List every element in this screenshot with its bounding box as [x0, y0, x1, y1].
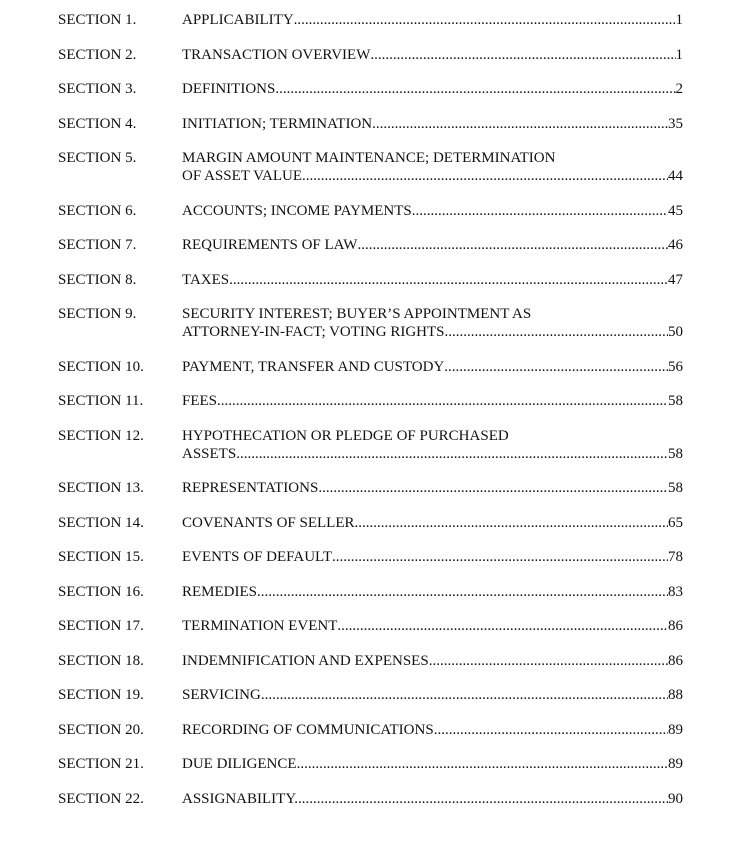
section-number: SECTION 6. [58, 202, 137, 219]
toc-entry[interactable] [58, 271, 683, 289]
section-title-line1: SECURITY INTEREST; BUYER’S APPOINTMENT AS [182, 306, 532, 322]
dot-leader [298, 790, 668, 808]
dot-leader [370, 46, 675, 64]
section-body [182, 583, 683, 601]
toc-entry[interactable] [58, 755, 683, 773]
section-title: ATTORNEY-IN-FACT; VOTING RIGHTS. [182, 324, 449, 340]
dot-leader [332, 548, 668, 566]
section-number: SECTION 17. [58, 618, 144, 634]
section-title: SERVICING [182, 687, 261, 703]
section-leader-line [182, 358, 683, 376]
section-leader-line [182, 80, 683, 98]
section-leader-line [182, 686, 683, 704]
dot-leader [257, 583, 668, 601]
section-title-line1: HYPOTHECATION OR PLEDGE OF PURCHASED [182, 427, 509, 444]
section-body [182, 358, 683, 376]
section-number: SECTION 18. [58, 652, 144, 669]
dot-leader [448, 323, 668, 341]
toc-entry[interactable] [58, 202, 683, 220]
section-title: ASSETS [182, 445, 237, 462]
page-number: 89 [668, 721, 683, 738]
section-body [182, 271, 683, 289]
dot-leader [355, 514, 668, 532]
page-number: 88 [668, 687, 683, 703]
page-number: 58 [668, 445, 683, 462]
section-title: ASSIGNABILITY. [182, 790, 298, 807]
section-title: FEES [182, 393, 218, 409]
section-number: SECTION 12. [58, 427, 144, 444]
section-title: TAXES. [182, 271, 233, 288]
section-title: INITIATION; TERMINATION [182, 115, 373, 132]
table-of-contents [58, 11, 683, 824]
section-leader-line [182, 271, 683, 289]
section-number: SECTION 20. [58, 721, 144, 738]
page-number: 2 [675, 81, 683, 97]
section-number: SECTION 10. [58, 358, 144, 375]
toc-entry[interactable] [58, 11, 683, 29]
page-number: 46 [668, 237, 683, 253]
toc-entry[interactable] [58, 46, 683, 64]
page-number: 47 [668, 271, 683, 288]
section-body [182, 721, 683, 739]
section-title: TRANSACTION OVERVIEW [182, 46, 371, 63]
section-body [182, 149, 683, 185]
dot-leader [318, 479, 668, 497]
page-number: 90 [668, 790, 683, 807]
page-number: 44 [668, 168, 683, 184]
dot-leader [412, 202, 668, 220]
toc-entry[interactable] [58, 479, 683, 497]
section-title: APPLICABILITY [182, 12, 294, 28]
page-number: 78 [668, 549, 683, 565]
section-leader-line [182, 11, 683, 29]
section-number: SECTION 7. [58, 237, 137, 253]
dot-leader [434, 721, 668, 739]
dot-leader [233, 271, 668, 289]
toc-entry[interactable] [58, 305, 683, 341]
section-leader-line [182, 236, 683, 254]
dot-leader [236, 445, 668, 463]
section-number: SECTION 22. [58, 790, 144, 807]
section-leader-line [182, 167, 683, 185]
section-leader-line [182, 46, 683, 64]
page-number: 89 [668, 756, 683, 772]
toc-entry[interactable] [58, 392, 683, 410]
section-number: SECTION 5. [58, 150, 137, 166]
section-number: SECTION 21. [58, 756, 144, 772]
section-title: PAYMENT, TRANSFER AND CUSTODY [182, 358, 445, 375]
page-number: 58 [668, 393, 683, 409]
toc-entry[interactable] [58, 358, 683, 376]
toc-entry[interactable] [58, 514, 683, 532]
page-number: 50 [668, 324, 683, 340]
section-number: SECTION 4. [58, 115, 137, 132]
toc-entry[interactable] [58, 686, 683, 704]
section-title-line1: MARGIN AMOUNT MAINTENANCE; DETERMINATION [182, 150, 556, 166]
section-number: SECTION 8. [58, 271, 137, 288]
section-body [182, 686, 683, 704]
section-title: OF ASSET VALUE [182, 168, 303, 184]
section-leader-line [182, 617, 683, 635]
section-leader-line [182, 790, 683, 808]
dot-leader [302, 167, 668, 185]
section-leader-line [182, 755, 683, 773]
section-body [182, 427, 683, 463]
section-title: TERMINATION EVENT [182, 618, 338, 634]
dot-leader [297, 755, 668, 773]
section-leader-line [182, 652, 683, 670]
toc-entry[interactable] [58, 548, 683, 566]
section-number: SECTION 16. [58, 583, 144, 600]
page-number: 1 [675, 46, 683, 63]
toc-entry[interactable] [58, 652, 683, 670]
page-number: 86 [668, 618, 683, 634]
toc-entry[interactable] [58, 80, 683, 98]
section-title: RECORDING OF COMMUNICATIONS [182, 721, 434, 738]
section-title: DUE DILIGENCE [182, 756, 297, 772]
dot-leader [275, 80, 675, 98]
section-body [182, 305, 683, 341]
section-title: EVENTS OF DEFAULT [182, 549, 333, 565]
page-number: 45 [668, 202, 683, 219]
section-number: SECTION 15. [58, 549, 144, 565]
section-number: SECTION 11. [58, 393, 144, 409]
dot-leader [217, 392, 668, 410]
section-body [182, 790, 683, 808]
section-number: SECTION 14. [58, 514, 144, 531]
page-number: 56 [668, 358, 683, 375]
section-body [182, 46, 683, 64]
page-number: 35 [668, 115, 683, 132]
section-number: SECTION 9. [58, 306, 137, 322]
toc-entry[interactable] [58, 236, 683, 254]
section-leader-line [182, 392, 683, 410]
page-number: 83 [668, 583, 683, 600]
section-number: SECTION 3. [58, 81, 137, 97]
section-leader-line [182, 548, 683, 566]
dot-leader [429, 652, 668, 670]
dot-leader [294, 11, 676, 29]
section-leader-line [182, 323, 683, 341]
section-number: SECTION 19. [58, 687, 144, 703]
toc-entry[interactable] [58, 617, 683, 635]
section-title: REQUIREMENTS OF LAW [182, 237, 358, 253]
dot-leader [444, 358, 668, 376]
section-body [182, 236, 683, 254]
section-leader-line [182, 721, 683, 739]
section-number: SECTION 13. [58, 480, 144, 496]
section-leader-line [182, 115, 683, 133]
page-number: 65 [668, 514, 683, 531]
dot-leader [357, 236, 668, 254]
page-number: 1 [675, 12, 683, 28]
section-leader-line [182, 583, 683, 601]
toc-entry[interactable] [58, 427, 683, 463]
toc-entry[interactable] [58, 149, 683, 185]
section-body [182, 479, 683, 497]
section-body [182, 652, 683, 670]
section-title: REPRESENTATIONS [182, 480, 319, 496]
section-body [182, 617, 683, 635]
toc-entry[interactable] [58, 583, 683, 601]
section-body [182, 514, 683, 532]
section-title: INDEMNIFICATION AND EXPENSES [182, 652, 429, 669]
section-title: ACCOUNTS; INCOME PAYMENTS [182, 202, 412, 219]
section-body [182, 115, 683, 133]
dot-leader [372, 115, 668, 133]
toc-entry[interactable] [58, 721, 683, 739]
page-number: 86 [668, 652, 683, 669]
section-leader-line [182, 445, 683, 463]
section-body [182, 80, 683, 98]
section-leader-line [182, 479, 683, 497]
section-body [182, 548, 683, 566]
section-body [182, 202, 683, 220]
section-body [182, 392, 683, 410]
section-leader-line [182, 514, 683, 532]
section-leader-line [182, 202, 683, 220]
section-title: DEFINITIONS [182, 81, 276, 97]
section-number: SECTION 1. [58, 12, 137, 28]
page-number: 58 [668, 480, 683, 496]
section-number: SECTION 2. [58, 46, 137, 63]
dot-leader [337, 617, 668, 635]
section-title: REMEDIES [182, 583, 257, 600]
section-body [182, 11, 683, 29]
toc-entry[interactable] [58, 115, 683, 133]
section-title: COVENANTS OF SELLER [182, 514, 355, 531]
dot-leader [261, 686, 668, 704]
toc-entry[interactable] [58, 790, 683, 808]
section-body [182, 755, 683, 773]
